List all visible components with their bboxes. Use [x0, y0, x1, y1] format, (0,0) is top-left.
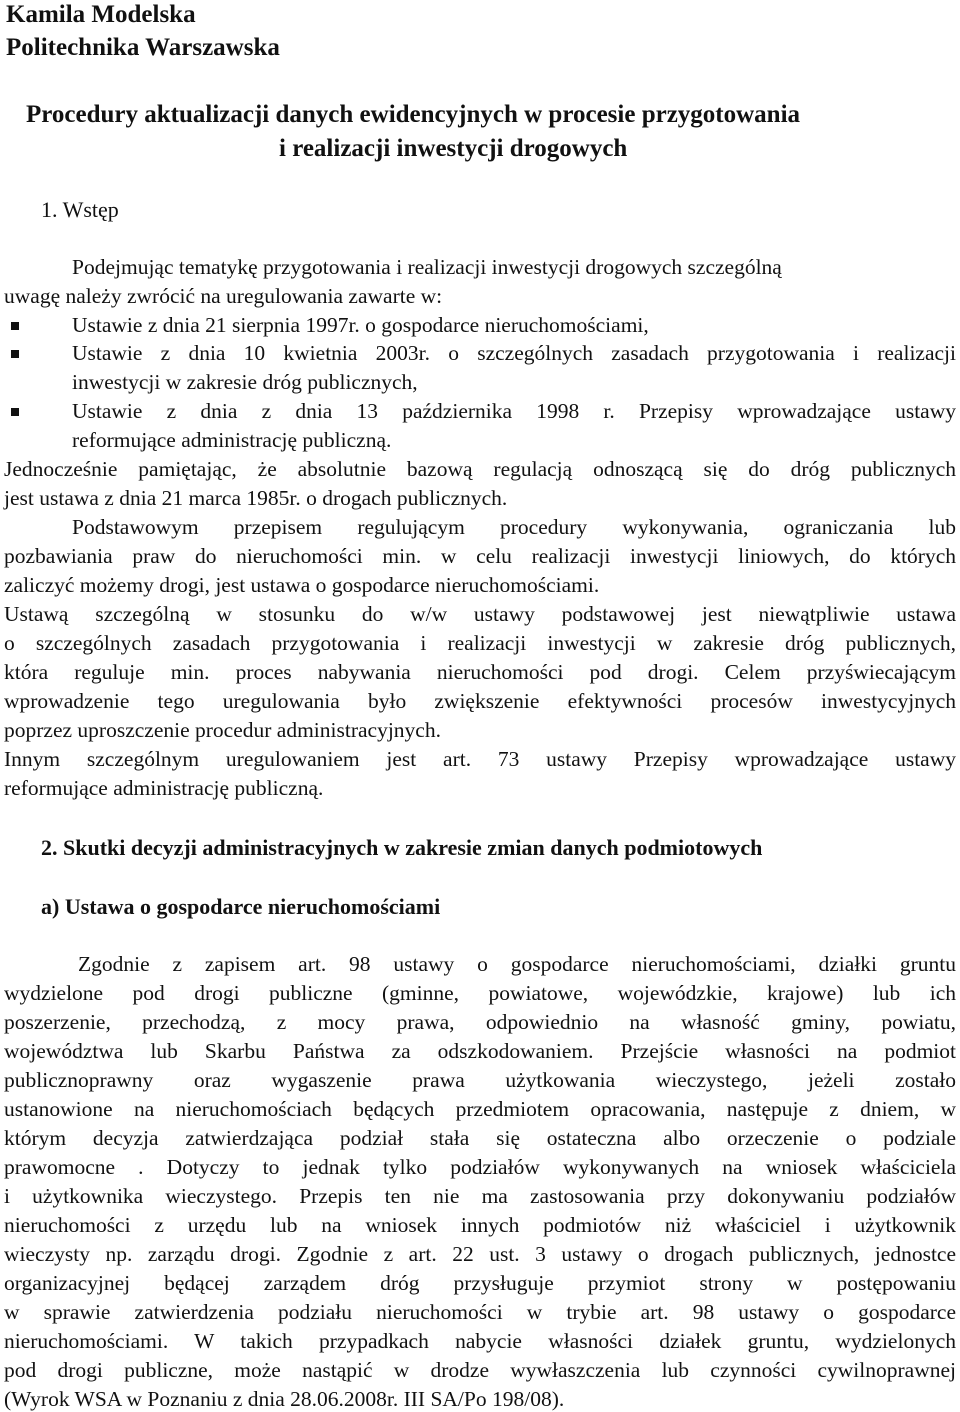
bullet-marker — [11, 350, 19, 358]
paragraph-line: wprowadzenie tego uregulowania było zwiększenie efektywności procesów inwestycyjnych — [4, 691, 956, 713]
bullet-marker — [11, 322, 19, 330]
paragraph-line: pozbawiania praw do nieruchomości min. w celu realizacji inwestycji liniowych, do których — [4, 546, 956, 568]
section-2-line: Zgodnie z zapisem art. 98 ustawy o gospodarce nieruchomościami, działki gruntu — [78, 954, 956, 976]
bullet-marker — [11, 408, 19, 416]
section-2-line: nieruchomościami. W takich przypadkach nabycie własności działek gruntu, wydzielonych — [4, 1331, 956, 1353]
paragraph-line: Ustawą szczególną w stosunku do w/w ustawy podstawowej jest niewątpliwie ustawa — [4, 604, 956, 626]
section-2-line: poszerzenie, przechodzą, z mocy prawa, odpowiednio na własność gminy, powiatu, — [4, 1012, 956, 1034]
section-2-line: województwa lub Skarbu Państwa za odszkodowaniem. Przejście własności na podmiot — [4, 1041, 956, 1063]
section-2-line: którym decyzja zatwierdzająca podział stała się ostateczna albo orzeczenie o podziale — [4, 1128, 956, 1150]
paragraph-line: Innym szczególnym uregulowaniem jest art. 73 ustawy Przepisy wprowadzające ustawy — [4, 749, 956, 771]
author-affiliation: Politechnika Warszawska — [6, 34, 280, 61]
section-2-line: pod drogi publiczne, może nastąpić w drodze wywłaszczenia lub czynności cywilnoprawnej — [4, 1360, 956, 1382]
paragraph-line: która reguluje min. proces nabywania nieruchomości pod drogi. Celem przyświecającym — [4, 662, 956, 684]
bullet-item-line: Ustawie z dnia 21 sierpnia 1997r. o gospodarce nieruchomościami, — [72, 313, 649, 337]
section-2-line: w sprawie zatwierdzenia podziału nieruchomości w trybie art. 98 ustawy o gospodarce — [4, 1302, 956, 1324]
intro-line: uwagę należy zwrócić na uregulowania zawarte w: — [4, 284, 443, 308]
bullet-item-line: inwestycji w zakresie dróg publicznych, — [72, 370, 418, 394]
paragraph-line: Podstawowym przepisem regulującym procedury wykonywania, ograniczania lub — [72, 517, 956, 539]
section-2-line: organizacyjnej będącej zarządem dróg przysługuje przymiot strony w postępowaniu — [4, 1273, 956, 1295]
bullet-item-line: reformujące administrację publiczną. — [72, 428, 392, 452]
bullet-item-line: Ustawie z dnia 10 kwietnia 2003r. o szczególnych zasadach przygotowania i realizacji — [72, 343, 956, 365]
paragraph-line: jest ustawa z dnia 21 marca 1985r. o drogach publicznych. — [4, 486, 508, 510]
section-2-line: wydzielone pod drogi publiczne (gminne, powiatowe, wojewódzkie, krajowe) lub ich — [4, 983, 956, 1005]
section-2-line: (Wyrok WSA w Poznaniu z dnia 28.06.2008r. III SA/Po 198/08). — [4, 1387, 565, 1411]
paragraph-line: poprzez uproszczenie procedur administracyjnych. — [4, 718, 441, 742]
bullet-item-line: Ustawie z dnia z dnia 13 października 1998 r. Przepisy wprowadzające ustawy — [72, 401, 956, 423]
section-2-line: ustanowione na nieruchomościach będących przedmiotem opracowania, następuje z dniem, w — [4, 1099, 956, 1121]
document-title-line-1: Procedury aktualizacji danych ewidencyjnych w procesie przygotowania — [26, 101, 801, 128]
paragraph-line: o szczególnych zasadach przygotowania i realizacji inwestycji w zakresie dróg publicznych, — [4, 633, 956, 655]
section-2-line: publicznoprawny oraz wygaszenie prawa użytkowania wieczystego, jeżeli zostało — [4, 1070, 956, 1092]
author-name: Kamila Modelska — [6, 1, 196, 28]
intro-line: Podejmując tematykę przygotowania i realizacji inwestycji drogowych szczególną — [72, 255, 782, 279]
section-2-line: i użytkownika wieczystego. Przepis ten nie ma zastosowania przy dokonywaniu podziałów — [4, 1186, 956, 1208]
section-2-heading: 2. Skutki decyzji administracyjnych w zakresie zmian danych podmiotowych — [41, 835, 763, 860]
paragraph-line: Jednocześnie pamiętając, że absolutnie bazową regulacją odnoszącą się do dróg publicznych — [4, 459, 956, 481]
paragraph-line: reformujące administrację publiczną. — [4, 776, 324, 800]
document-title-line-2: i realizacji inwestycji drogowych — [279, 135, 628, 162]
section-1-heading: 1. Wstęp — [41, 197, 119, 222]
section-2-line: prawomocne . Dotyczy to jednak tylko podziałów wykonywanych na wniosek właściciela — [4, 1157, 956, 1179]
section-2-line: wieczysty np. zarządu drogi. Zgodnie z art. 22 ust. 3 ustawy o drogach publicznych, jednostce — [4, 1244, 956, 1266]
section-2-line: nieruchomości z urzędu lub na wniosek innych podmiotów niż właściciel i użytkownik — [4, 1215, 956, 1237]
paragraph-line: zaliczyć możemy drogi, jest ustawa o gospodarce nieruchomościami. — [4, 573, 600, 597]
subsection-a-heading: a) Ustawa o gospodarce nieruchomościami — [41, 894, 441, 919]
